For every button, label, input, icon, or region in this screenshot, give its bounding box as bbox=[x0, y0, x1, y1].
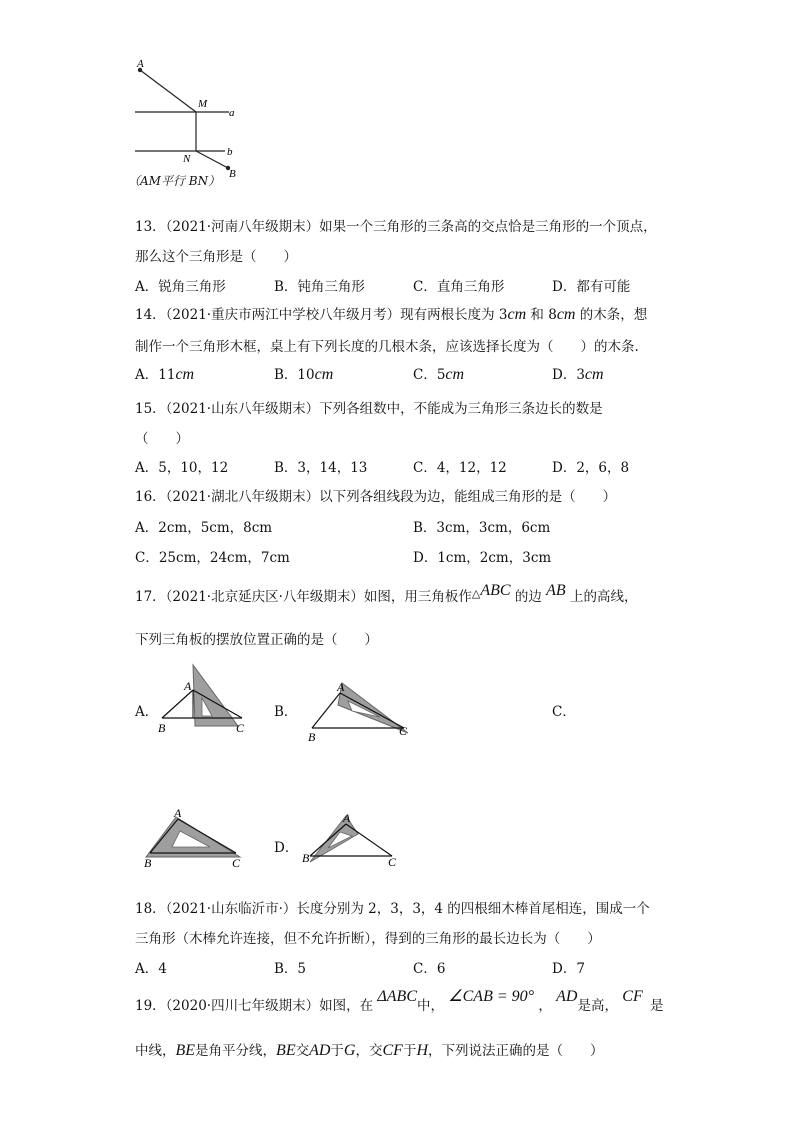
q15-option-b[interactable]: B．3，14，13 bbox=[274, 460, 368, 476]
q16-stem: 16．（2021·湖北八年级期末）以下列各组线段为边，能组成三角形的是（ ） bbox=[135, 489, 617, 505]
q19-text-end: ，下列说法正确的是（ ） bbox=[428, 1043, 604, 1059]
q19-stem-2 bbox=[135, 1042, 604, 1060]
svg-text:B: B bbox=[308, 730, 316, 744]
q19-cf: CF bbox=[622, 988, 643, 1005]
svg-text:A: A bbox=[343, 811, 351, 825]
q17-figure-a bbox=[150, 660, 260, 740]
svg-text:A: A bbox=[174, 806, 182, 820]
label-M: M bbox=[198, 98, 208, 110]
q13-option-c[interactable]: C．直角三角形 bbox=[413, 279, 505, 295]
q14-option-a[interactable]: A．11cm bbox=[135, 366, 195, 383]
q14-stem-2: 制作一个三角形木框，桌上有下列长度的几根木条，应该选择长度为（ ）的木条. bbox=[135, 339, 639, 355]
label-A: A bbox=[137, 58, 144, 70]
svg-text:B: B bbox=[302, 851, 310, 865]
q17-option-c-label[interactable]: C． bbox=[552, 704, 576, 720]
q19-text-zhong: 中， bbox=[416, 998, 444, 1014]
q19-text-yu-2: 于 bbox=[402, 1043, 417, 1059]
q19-stem-1 bbox=[135, 988, 664, 1015]
q15-option-a[interactable]: A．5，10，12 bbox=[135, 460, 229, 476]
q18-option-d[interactable]: D．7 bbox=[552, 961, 585, 977]
q19-be-2: BE bbox=[276, 1042, 296, 1059]
q17-option-a-label[interactable]: A． bbox=[135, 704, 159, 720]
q15-option-d[interactable]: D．2，6，8 bbox=[552, 460, 630, 476]
q18-option-a[interactable]: A．4 bbox=[135, 961, 167, 977]
label-N: N bbox=[183, 153, 191, 165]
q19-ad-2: AD bbox=[309, 1042, 331, 1059]
q17-text-b: 的边 bbox=[514, 589, 542, 605]
q15-stem-2: （ ） bbox=[135, 431, 189, 447]
q19-text-zhongxian: 中线， bbox=[135, 1043, 176, 1059]
q16-option-d[interactable]: D．1cm，2cm，3cm bbox=[413, 550, 552, 566]
q17-abc: ABC bbox=[480, 582, 511, 599]
label-a: a bbox=[229, 107, 235, 119]
q14-stem-1 bbox=[135, 306, 647, 324]
q13-stem-2: 那么这个三角形是（ ） bbox=[135, 249, 297, 265]
svg-text:A: A bbox=[184, 679, 192, 693]
q14-unit-1: cm bbox=[507, 306, 527, 323]
q19-text-jiaopingfenxian: 是角平分线， bbox=[195, 1043, 277, 1059]
q16-option-b[interactable]: B．3cm，3cm，6cm bbox=[413, 520, 551, 536]
svg-text:C: C bbox=[232, 856, 241, 870]
svg-text:B: B bbox=[158, 721, 166, 735]
q17-ab: AB bbox=[546, 582, 566, 599]
q14-option-b[interactable]: B．10cm bbox=[274, 366, 334, 383]
q16-option-a[interactable]: A．2cm，5cm，8cm bbox=[135, 520, 273, 536]
q14-text-a: 14．（2021·重庆市两江中学校八年级月考）现有两根长度为 3 bbox=[135, 307, 508, 323]
svg-text:A: A bbox=[337, 680, 345, 694]
q19-cf-2: CF bbox=[382, 1042, 403, 1059]
q19-text-jiao: 交 bbox=[295, 1043, 310, 1059]
svg-text:B: B bbox=[144, 856, 152, 870]
q17-figure-d bbox=[300, 810, 410, 875]
svg-text:C: C bbox=[236, 721, 245, 735]
figure-caption: （AM平行 BN） bbox=[128, 174, 221, 188]
q17-text-c: 上的高线， bbox=[570, 589, 638, 605]
label-b: b bbox=[227, 146, 233, 158]
q19-angle-cab: ∠CAB = 90° bbox=[448, 988, 535, 1005]
q19-text-shi: 是 bbox=[650, 998, 664, 1014]
q14-text-b: 和 8 bbox=[530, 307, 557, 323]
q19-be-1: BE bbox=[175, 1042, 196, 1059]
q18-stem-2: 三角形（木棒允许连接，但不允许折断），得到的三角形的最长边长为（ ） bbox=[135, 931, 601, 947]
q19-triangle-abc: ΔABC bbox=[377, 988, 417, 1005]
q19-h: H bbox=[416, 1042, 428, 1059]
q17-text-a: 17．（2021·北京延庆区·八年级期末）如图，用三角板作 bbox=[135, 589, 472, 605]
q18-option-c[interactable]: C．6 bbox=[413, 961, 446, 977]
q13-stem-1: 13．（2021·河南八年级期末）如果一个三角形的三条高的交点恰是三角形的一个顶点， bbox=[135, 219, 657, 235]
q14-text-c: 的木条，想 bbox=[579, 307, 648, 323]
q18-stem-1: 18．（2021·山东临沂市·）长度分别为 2，3，3，4 的四根细木棒首尾相连，围成一个 bbox=[135, 901, 650, 917]
q17-figure-c bbox=[140, 805, 260, 875]
q17-option-d-label[interactable]: D． bbox=[274, 840, 299, 856]
q18-option-b[interactable]: B．5 bbox=[274, 961, 307, 977]
q19-comma: ， bbox=[538, 998, 552, 1014]
q19-text-jiao-2: ，交 bbox=[355, 1043, 383, 1059]
q17-figure-b bbox=[300, 675, 420, 745]
q13-option-b[interactable]: B．钝角三角形 bbox=[274, 279, 365, 295]
q13-option-a[interactable]: A．锐角三角形 bbox=[135, 279, 226, 295]
q19-text-a: 19．（2020·四川七年级期末）如图，在 bbox=[135, 998, 374, 1014]
svg-text:C: C bbox=[388, 855, 397, 869]
q14-unit-2: cm bbox=[556, 306, 576, 323]
q15-option-c[interactable]: C．4，12，12 bbox=[413, 460, 507, 476]
q17-option-b-label[interactable]: B． bbox=[274, 704, 298, 720]
q19-g: G bbox=[343, 1042, 356, 1059]
q16-option-c[interactable]: C．25cm，24cm，7cm bbox=[135, 550, 290, 566]
q13-option-d[interactable]: D．都有可能 bbox=[552, 279, 631, 295]
q17-stem-1 bbox=[135, 582, 638, 607]
q19-text-yu-1: 于 bbox=[330, 1043, 344, 1059]
q15-stem-1: 15．（2021·山东八年级期末）下列各组数中，不能成为三角形三条边长的数是 bbox=[135, 401, 603, 417]
q14-option-d[interactable]: D．3cm bbox=[552, 366, 604, 383]
q17-stem-2: 下列三角板的摆放位置正确的是（ ） bbox=[135, 632, 378, 648]
q19-text-shigao: 是高， bbox=[577, 998, 618, 1014]
svg-text:C: C bbox=[399, 724, 408, 738]
q17-triangle-symbol: △ bbox=[471, 587, 481, 600]
label-B: B bbox=[229, 168, 236, 180]
q19-ad: AD bbox=[556, 988, 578, 1005]
q14-option-c[interactable]: C．5cm bbox=[413, 366, 465, 383]
